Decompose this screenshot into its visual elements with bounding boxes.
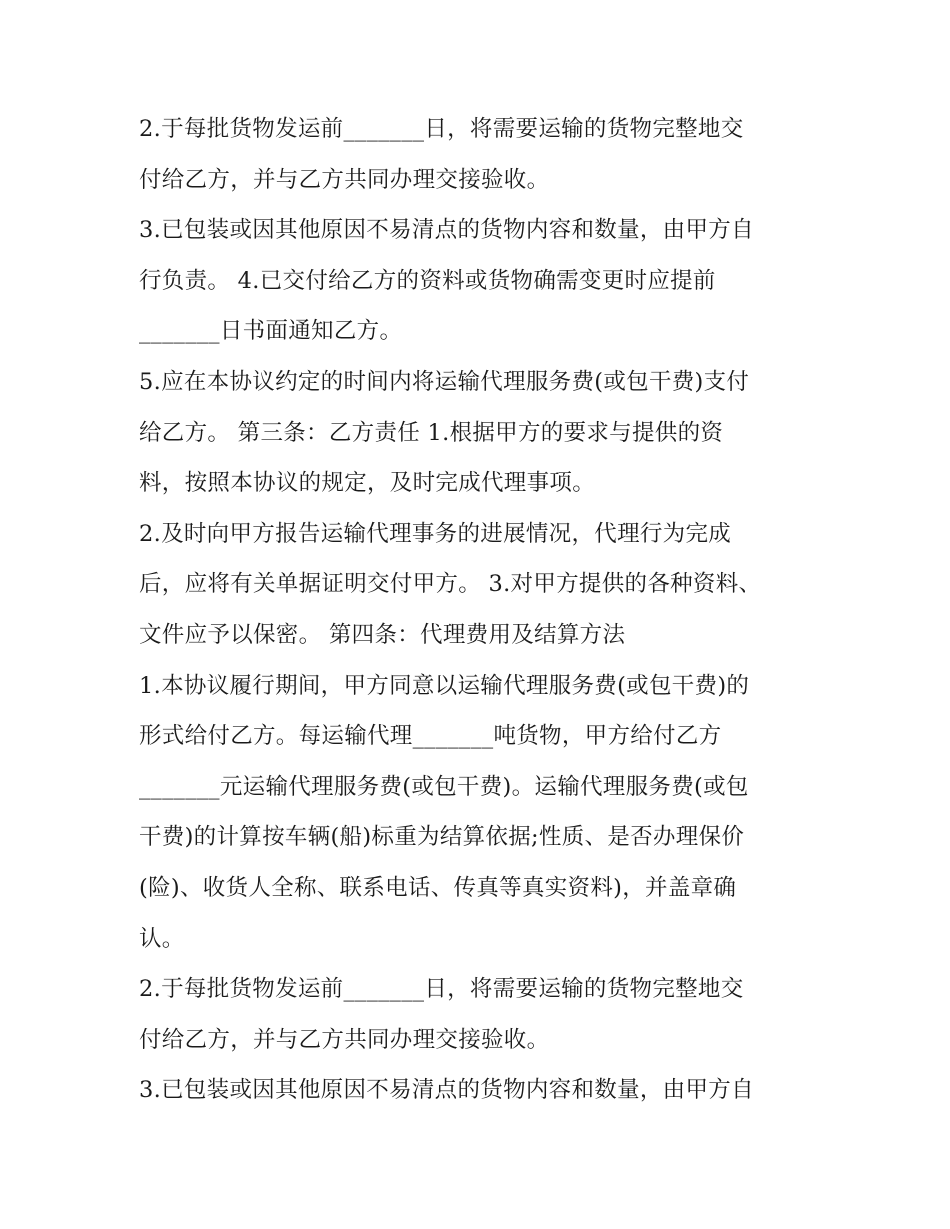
text-line: 形式给付乙方。每运输代理_______吨货物，甲方给付乙方 — [139, 723, 722, 750]
text-line: 给乙方。 第三条：乙方责任 1.根据甲方的要求与提供的资 — [139, 419, 724, 446]
text-line: 付给乙方，并与乙方共同办理交接验收。 — [139, 1026, 550, 1053]
text-line: 3.已包装或因其他原因不易清点的货物内容和数量，由甲方自 — [139, 217, 754, 244]
text-line: 2.于每批货物发运前_______日，将需要运输的货物完整地交 — [139, 116, 744, 142]
text-line: _______日书面通知乙方。 — [139, 318, 403, 345]
text-line: _______元运输代理服务费(或包干费)。运输代理服务费(或包 — [139, 773, 749, 800]
text-line: 认。 — [139, 925, 185, 952]
text-line: 料，按照本协议的规定，及时完成代理事项。 — [139, 470, 596, 497]
text-line: 2.于每批货物发运前_______日，将需要运输的货物完整地交 — [139, 976, 744, 1003]
text-line: 3.已包装或因其他原因不易清点的货物内容和数量，由甲方自 — [139, 1077, 754, 1104]
text-line: 干费)的计算按车辆(船)标重为结算依据;性质、是否办理保价 — [139, 824, 745, 851]
text-line: 1.本协议履行期间，甲方同意以运输代理服务费(或包干费)的 — [139, 672, 750, 699]
text-line: 后，应将有关单据证明交付甲方。 3.对甲方提供的各种资料、 — [139, 571, 762, 598]
text-line: 文件应予以保密。 第四条：代理费用及结算方法 — [139, 621, 626, 648]
text-line: 2.及时向甲方报告运输代理事务的进展情况，代理行为完成 — [139, 520, 732, 547]
text-line: (险)、收货人全称、联系电话、传真等真实资料)，并盖章确 — [139, 874, 737, 901]
text-line: 付给乙方，并与乙方共同办理交接验收。 — [139, 166, 550, 193]
text-line: 5.应在本协议约定的时间内将运输代理服务费(或包干费)支付 — [139, 368, 750, 395]
document-body — [139, 104, 819, 1116]
text-line: 行负责。 4.已交付给乙方的资料或货物确需变更时应提前 — [139, 267, 716, 294]
